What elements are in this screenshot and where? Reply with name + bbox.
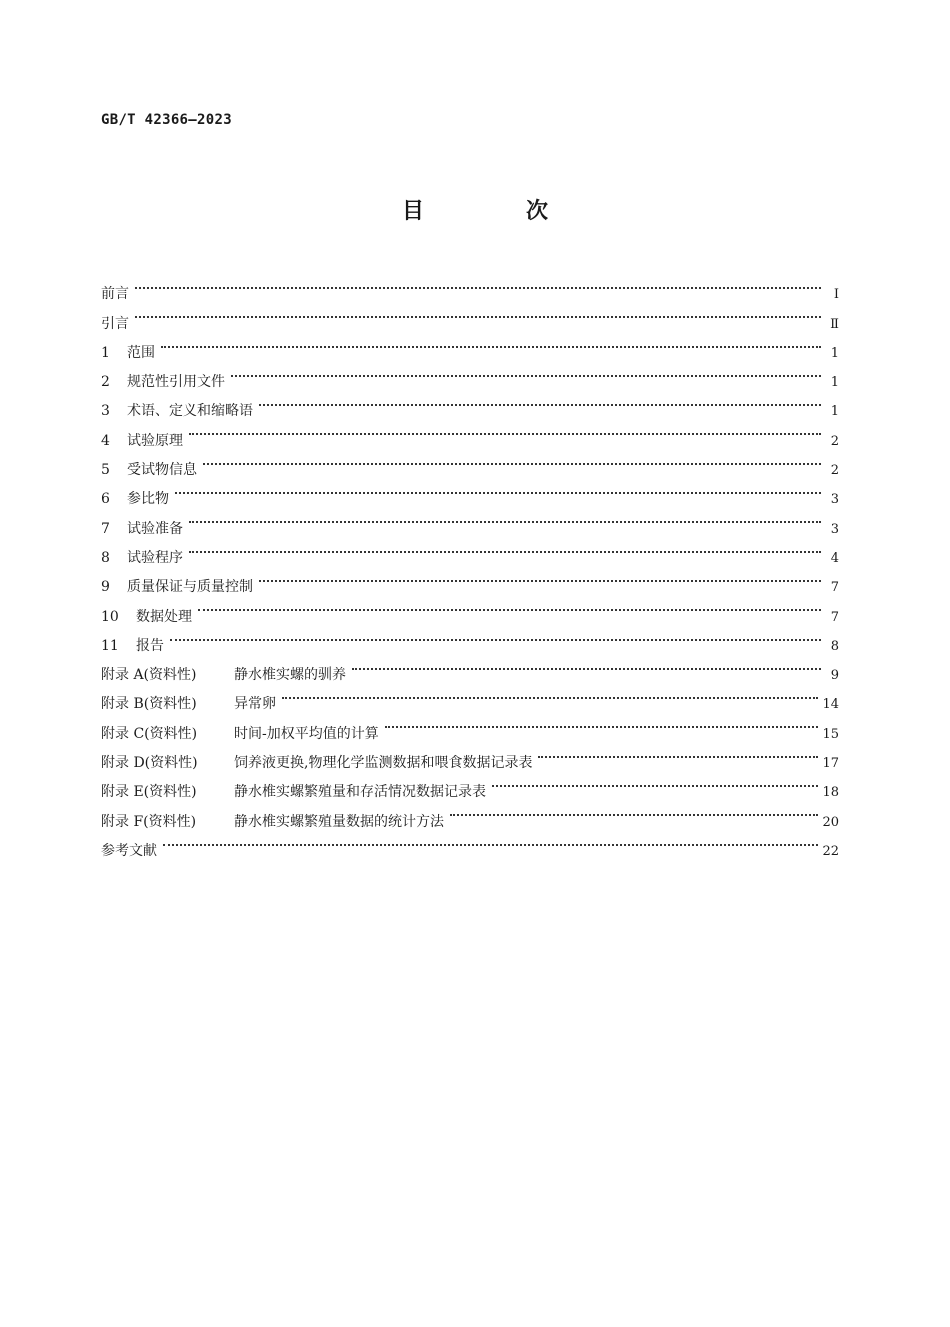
toc-entry-number: 10: [101, 608, 119, 625]
toc-entry-label: 报告: [136, 637, 164, 654]
toc-entry-label: 异常卵: [234, 696, 276, 713]
toc-entry-label: 规范性引用文件: [127, 374, 225, 391]
toc-entry-label: 试验原理: [127, 432, 183, 449]
toc-entry-11[interactable]: [101, 621, 839, 654]
toc-entry-label: 饲养液更换,物理化学监测数据和喂食数据记录表: [234, 755, 533, 772]
toc-entry-label: 前言: [101, 286, 129, 303]
toc-appendix-number: 附录 C(资料性): [101, 725, 198, 742]
toc-entry-label: 质量保证与质量控制: [127, 579, 253, 596]
toc-entry-number: 1: [101, 344, 110, 361]
toc-entry-number: 8: [101, 549, 110, 566]
toc-entry-label: 时间-加权平均值的计算: [234, 725, 379, 742]
toc-entry-page: 15: [822, 726, 839, 742]
dot-leader: [173, 474, 825, 503]
dot-leader: [536, 738, 822, 767]
dot-leader: [383, 708, 823, 737]
toc-appendix-number: 附录 E(资料性): [101, 784, 197, 801]
toc-entry-6[interactable]: [101, 474, 839, 508]
toc-entry-page: 20: [822, 814, 839, 830]
toc-entry-page: 1: [830, 404, 839, 420]
toc-entry-label: 静水椎实螺的驯养: [234, 667, 346, 684]
toc-entry-page: 18: [822, 785, 839, 801]
toc-entry-label: 数据处理: [136, 608, 192, 625]
dot-leader: [257, 386, 825, 415]
dot-leader: [448, 796, 822, 825]
dot-leader: [133, 298, 825, 327]
toc-entry-number: 3: [101, 403, 110, 420]
toc-entry-page: 3: [830, 521, 839, 537]
toc-entry-7[interactable]: [101, 503, 839, 537]
dot-leader: [201, 445, 825, 474]
dot-leader: [161, 826, 822, 855]
toc-entry-number: 6: [101, 491, 110, 508]
toc-entry-label: 试验程序: [127, 549, 183, 566]
toc-entry-foreword[interactable]: [101, 269, 839, 303]
toc-entry-label: 静水椎实螺繁殖量数据的统计方法: [234, 813, 444, 830]
dot-leader: [187, 533, 825, 562]
dot-leader: [187, 415, 825, 444]
toc-entry-page: 4: [830, 550, 839, 566]
toc-entry-page: 3: [830, 492, 839, 508]
toc-appendix-number: 附录 D(资料性): [101, 755, 198, 772]
toc-entry-10[interactable]: [101, 591, 839, 625]
toc-entry-page: 1: [830, 345, 839, 361]
toc-entry-page: 8: [830, 638, 839, 654]
dot-leader: [133, 269, 825, 298]
toc-entry-number: 4: [101, 432, 110, 449]
toc-entry-number: 9: [101, 579, 110, 596]
toc-entry-page: Ⅰ: [833, 287, 839, 303]
table-of-contents: [101, 269, 839, 859]
toc-entry-page: 2: [830, 433, 839, 449]
toc-entry-label: 术语、定义和缩略语: [127, 403, 253, 420]
page-title: 目 次: [401, 199, 588, 224]
toc-entry-label: 参考文献: [101, 842, 157, 859]
toc-entry-page: Ⅱ: [830, 316, 839, 332]
toc-entry-introduction[interactable]: [101, 298, 839, 332]
toc-entry-1[interactable]: [101, 328, 839, 361]
dot-leader: [229, 357, 825, 386]
toc-entry-page: 7: [830, 609, 839, 625]
dot-leader: [168, 621, 825, 650]
dot-leader: [196, 591, 825, 620]
toc-entry-page: 17: [822, 756, 839, 772]
toc-entry-8[interactable]: [101, 533, 839, 566]
toc-entry-label: 参比物: [127, 491, 169, 508]
standard-code: GB/T 42366—2023: [101, 112, 232, 128]
toc-entry-label: 静水椎实螺繁殖量和存活情况数据记录表: [234, 784, 486, 801]
toc-appendix-number: 附录 F(资料性): [101, 813, 197, 830]
toc-entry-number: 2: [101, 374, 110, 391]
dot-leader: [257, 562, 825, 591]
toc-appendix-number: 附录 A(资料性): [101, 667, 197, 684]
toc-entry-number: 11: [101, 637, 119, 654]
toc-entry-page: 1: [830, 375, 839, 391]
toc-entry-4[interactable]: [101, 415, 839, 449]
dot-leader: [490, 767, 822, 796]
toc-entry-label: 受试物信息: [127, 462, 197, 479]
toc-entry-page: 7: [830, 580, 839, 596]
toc-entry-9[interactable]: [101, 562, 839, 596]
dot-leader: [280, 679, 822, 708]
dot-leader: [187, 503, 825, 532]
toc-entry-references[interactable]: [101, 826, 839, 859]
toc-entry-2[interactable]: [101, 357, 839, 391]
toc-entry-page: 22: [822, 843, 839, 859]
toc-entry-page: 2: [830, 463, 839, 479]
toc-entry-label: 试验准备: [127, 520, 183, 537]
toc-appendix-number: 附录 B(资料性): [101, 696, 197, 713]
toc-entry-number: 5: [101, 462, 110, 479]
dot-leader: [350, 650, 825, 679]
toc-entry-page: 9: [830, 668, 839, 684]
toc-entry-number: 7: [101, 520, 110, 537]
dot-leader: [159, 328, 825, 357]
toc-entry-page: 14: [822, 697, 839, 713]
toc-entry-5[interactable]: [101, 445, 839, 479]
toc-entry-label: 引言: [101, 315, 129, 332]
toc-entry-appendix-a[interactable]: [101, 650, 839, 684]
toc-entry-label: 范围: [127, 344, 155, 361]
